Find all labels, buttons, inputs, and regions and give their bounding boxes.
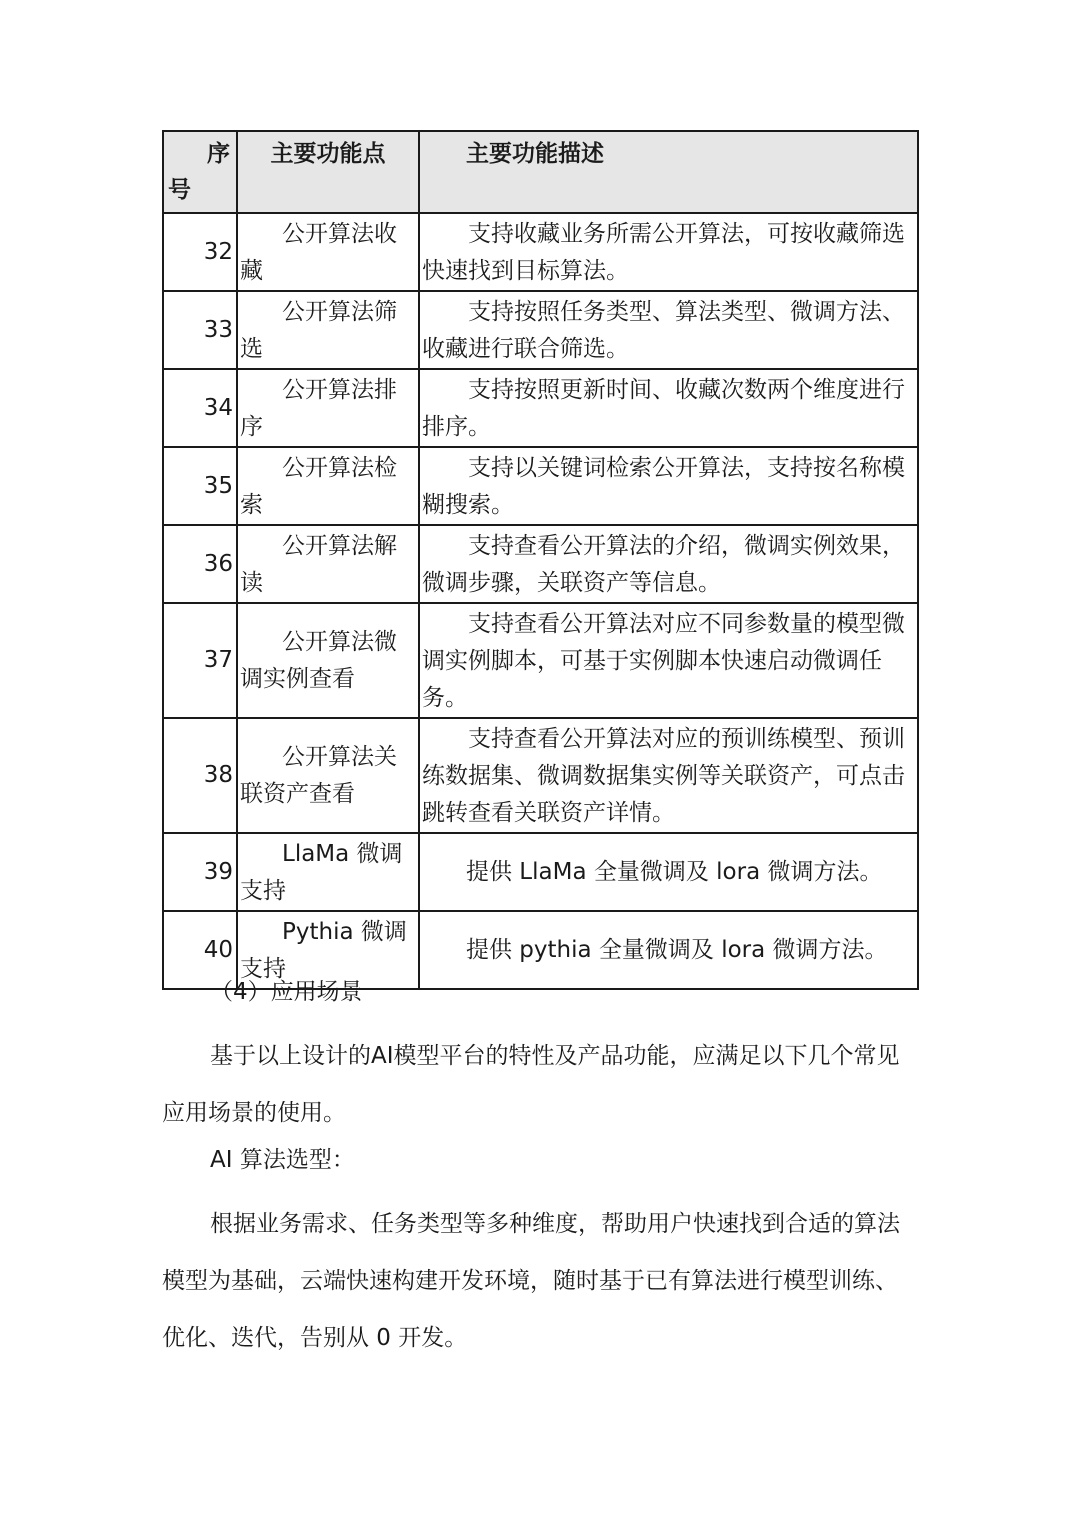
row-number: 39 — [163, 833, 237, 911]
row-number: 33 — [163, 291, 237, 369]
row-feature: 公开算法微调实例查看 — [237, 603, 419, 718]
table-row — [163, 291, 918, 369]
row-description: 支持查看公开算法的介绍，微调实例效果，微调步骤，关联资产等信息。 — [419, 525, 918, 603]
section-body: 根据业务需求、任务类型等多种维度，帮助用户快速找到合适的算法模型为基础，云端快速构建开发环境，随时基于已有算法进行模型训练、优化、迭代，告别从 0 开发。 — [162, 1211, 900, 1351]
header-no: 序 号 — [163, 131, 237, 213]
table-row — [163, 603, 918, 718]
row-number: 36 — [163, 525, 237, 603]
sub-heading: AI 算法选型： — [210, 1147, 355, 1173]
row-number: 35 — [163, 447, 237, 525]
row-feature: 公开算法排序 — [237, 369, 419, 447]
table-row — [163, 369, 918, 447]
row-number: 34 — [163, 369, 237, 447]
row-feature: 公开算法收藏 — [237, 213, 419, 291]
row-number: 32 — [163, 213, 237, 291]
row-description: 支持按照任务类型、算法类型、微调方法、收藏进行联合筛选。 — [419, 291, 918, 369]
table-row — [163, 213, 918, 291]
row-feature: Pythia 微调支持 — [237, 911, 419, 989]
row-description: 支持收藏业务所需公开算法，可按收藏筛选快速找到目标算法。 — [419, 213, 918, 291]
table-row — [163, 447, 918, 525]
row-feature: LlaMa 微调支持 — [237, 833, 419, 911]
header-feature: 主要功能点 — [237, 131, 419, 213]
row-description: 支持查看公开算法对应不同参数量的模型微调实例脚本，可基于实例脚本快速启动微调任务。 — [419, 603, 918, 718]
row-description: 提供 LlaMa 全量微调及 lora 微调方法。 — [419, 833, 918, 911]
row-feature: 公开算法关联资产查看 — [237, 718, 419, 833]
feature-table — [162, 130, 919, 990]
table-header-row — [163, 131, 918, 213]
table-row — [163, 525, 918, 603]
table-row — [163, 718, 918, 833]
row-number: 37 — [163, 603, 237, 718]
row-number: 40 — [163, 911, 237, 989]
row-feature: 公开算法筛选 — [237, 291, 419, 369]
section-heading: （4）应用场景 — [210, 979, 363, 1005]
row-number: 38 — [163, 718, 237, 833]
row-description: 提供 pythia 全量微调及 lora 微调方法。 — [419, 911, 918, 989]
row-description: 支持查看公开算法对应的预训练模型、预训练数据集、微调数据集实例等关联资产，可点击跳转查看关联资产详情。 — [419, 718, 918, 833]
row-description: 支持以关键词检索公开算法，支持按名称模糊搜索。 — [419, 447, 918, 525]
table-row — [163, 833, 918, 911]
section-intro: 基于以上设计的AI模型平台的特性及产品功能，应满足以下几个常见应用场景的使用。 — [162, 1043, 900, 1126]
row-feature: 公开算法解读 — [237, 525, 419, 603]
header-description: 主要功能描述 — [419, 131, 918, 213]
row-feature: 公开算法检索 — [237, 447, 419, 525]
row-description: 支持按照更新时间、收藏次数两个维度进行排序。 — [419, 369, 918, 447]
